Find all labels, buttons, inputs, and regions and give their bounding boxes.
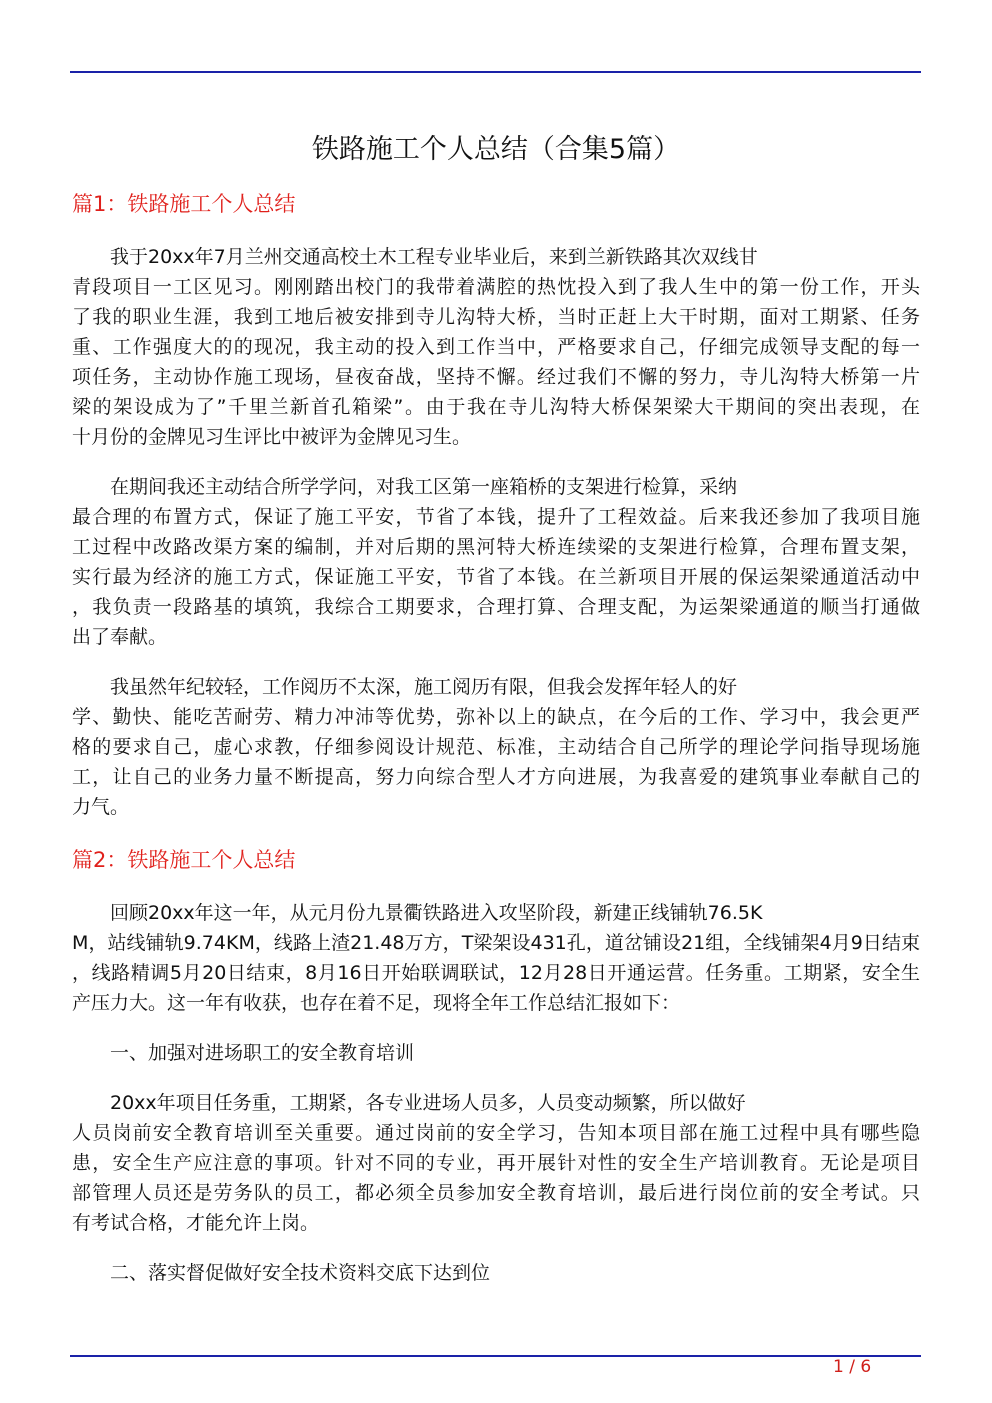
paragraph-line: 学、勤快、能吃苦耐劳、精力冲沛等优势，弥补以上的缺点，在今后的工作、学习中，我会更严 [72, 706, 920, 728]
paragraph [72, 1038, 920, 1068]
paragraph-line: 梁的架设成为了”千里兰新首孔箱梁”。由于我在寺儿沟特大桥保架梁大干期间的突出表现，在 [72, 396, 920, 418]
paragraph [72, 242, 920, 452]
header-rule [70, 71, 921, 73]
section-heading: 篇1：铁路施工个人总结 [72, 192, 296, 216]
paragraph-line: 人员岗前安全教育培训至关重要。通过岗前的安全学习，告知本项目部在施工过程中具有哪些隐 [72, 1122, 920, 1144]
paragraph-line: 工过程中改路改渠方案的编制，并对后期的黑河特大桥连续梁的支架进行检算，合理布置支架， [72, 536, 920, 558]
section-heading: 篇2：铁路施工个人总结 [72, 848, 296, 872]
paragraph [72, 472, 920, 652]
paragraph-line: 产压力大。这一年有收获，也存在着不足，现将全年工作总结汇报如下： [72, 992, 681, 1014]
paragraph [72, 1088, 920, 1238]
paragraph [72, 898, 920, 1018]
paragraph-line: 回顾20xx年这一年，从元月份九景衢铁路进入攻坚阶段，新建正线铺轨76.5K [110, 902, 763, 924]
paragraph-line: ，线路精调5月20日结束，8月16日开始联调联试，12月28日开通运营。任务重。工期紧，安全生 [72, 962, 920, 984]
paragraph-line: 出了奉献。 [72, 626, 168, 648]
paragraph [72, 672, 920, 822]
paragraph-line: 最合理的布置方式，保证了施工平安，节省了本钱，提升了工程效益。后来我还参加了我项目施 [72, 506, 920, 528]
page-number: 1 / 6 [833, 1357, 872, 1377]
paragraph-line: 重、工作强度大的的现况，我主动的投入到工作当中，严格要求自己，仔细完成领导支配的每一 [72, 336, 920, 358]
paragraph-line: 青段项目一工区见习。刚刚踏出校门的我带着满腔的热忱投入到了我人生中的第一份工作，开头 [72, 276, 920, 298]
paragraph-line: M，站线铺轨9.74KM，线路上渣21.48万方，T梁架设431孔，道岔铺设21组，全线铺架4月9日结束 [72, 932, 920, 954]
paragraph-line: 工，让自己的业务力量不断提高，努力向综合型人才方向进展，为我喜爱的建筑事业奉献自己的 [72, 766, 920, 788]
paragraph-line: 力气。 [72, 796, 130, 818]
footer-rule [70, 1355, 921, 1357]
document-title: 铁路施工个人总结（合集5篇） [311, 134, 681, 165]
paragraph-line: ，我负责一段路基的填筑，我综合工期要求，合理打算、合理支配，为运架梁通道的顺当打通做 [72, 596, 920, 618]
document-body [72, 130, 920, 1308]
paragraph-line: 有考试合格，才能允许上岗。 [72, 1212, 320, 1234]
paragraph-line: 20xx年项目任务重，工期紧，各专业进场人员多，人员变动频繁，所以做好 [110, 1092, 746, 1114]
paragraph-line: 一、加强对进场职工的安全教育培训 [110, 1042, 415, 1064]
sections [72, 186, 920, 1288]
paragraph-line: 部管理人员还是劳务队的员工，都必须全员参加安全教育培训，最后进行岗位前的安全考试。只 [72, 1182, 920, 1204]
paragraph-line: 在期间我还主动结合所学学问，对我工区第一座箱桥的支架进行检算，采纳 [110, 476, 738, 498]
paragraph-line: 我于20xx年7月兰州交通高校土木工程专业毕业后，来到兰新铁路其次双线甘 [110, 246, 758, 268]
paragraph-line: 患，安全生产应注意的事项。针对不同的专业，再开展针对性的安全生产培训教育。无论是项目 [72, 1152, 920, 1174]
paragraph-line: 了我的职业生涯，我到工地后被安排到寺儿沟特大桥，当时正赶上大干时期，面对工期紧、任务 [72, 306, 920, 328]
paragraph [72, 1258, 920, 1288]
paragraph-line: 项任务，主动协作施工现场，昼夜奋战，坚持不懈。经过我们不懈的努力，寺儿沟特大桥第一片 [72, 366, 920, 388]
paragraph-line: 我虽然年纪较轻，工作阅历不太深，施工阅历有限，但我会发挥年轻人的好 [110, 676, 738, 698]
paragraph-line: 格的要求自己，虚心求教，仔细参阅设计规范、标准，主动结合自己所学的理论学问指导现场施 [72, 736, 920, 758]
paragraph-line: 十月份的金牌见习生评比中被评为金牌见习生。 [72, 426, 472, 448]
paragraph-line: 实行最为经济的施工方式，保证施工平安，节省了本钱。在兰新项目开展的保运架梁通道活动中 [72, 566, 920, 588]
paragraph-line: 二、落实督促做好安全技术资料交底下达到位 [110, 1262, 491, 1284]
